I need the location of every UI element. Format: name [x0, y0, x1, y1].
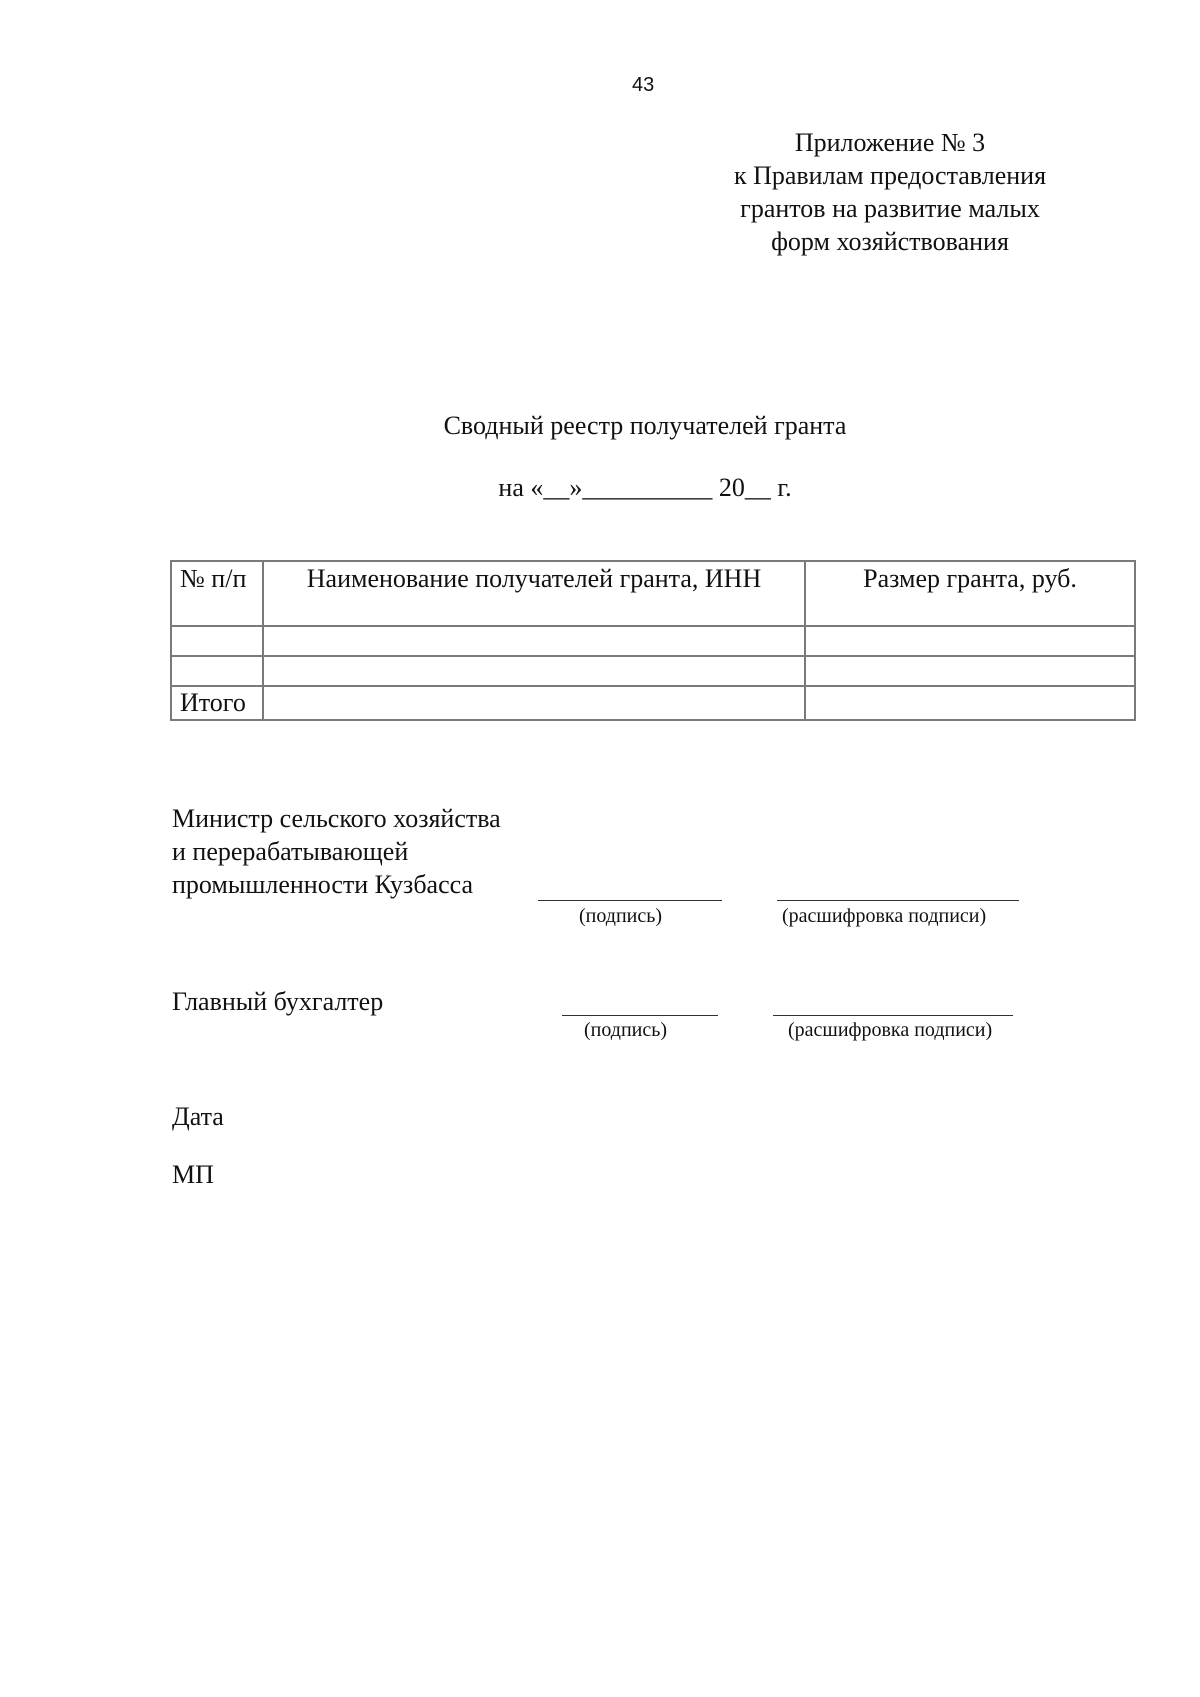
minister-title-line: промышленности Кузбасса — [172, 870, 474, 899]
date-line: на «__»__________ 20__ г. — [498, 473, 792, 502]
table-row — [171, 626, 1135, 656]
appendix-line: к Правилам предоставления — [733, 161, 1047, 190]
table-header-row — [171, 561, 1135, 626]
date-label: Дата — [172, 1102, 224, 1131]
appendix-line: Приложение № 3 — [794, 128, 986, 157]
table-cell — [263, 686, 805, 720]
minister-title-line: Министр сельского хозяйства — [172, 804, 501, 833]
accountant-decode-line — [773, 1015, 1013, 1016]
table-cell — [263, 656, 805, 686]
total-label-cell: Итого — [171, 686, 263, 720]
table-cell — [805, 686, 1135, 720]
minister-title-line: и перерабатывающей — [172, 837, 409, 866]
document-title: Сводный реестр получателей гранта — [443, 411, 847, 440]
stamp-label: МП — [172, 1160, 214, 1189]
minister-title — [172, 802, 501, 901]
header-cell-name: Наименование получателей гранта, ИНН — [263, 561, 805, 626]
table-cell — [263, 626, 805, 656]
table-cell — [805, 656, 1135, 686]
accountant-signature-caption: (подпись) — [584, 1019, 668, 1041]
minister-signature-caption: (подпись) — [579, 905, 663, 927]
header-cell-number: № п/п — [171, 561, 263, 626]
table-row — [171, 656, 1135, 686]
minister-decode-caption: (расшифровка подписи) — [782, 905, 987, 927]
accountant-decode-caption: (расшифровка подписи) — [788, 1019, 993, 1041]
table-total-row — [171, 686, 1135, 720]
appendix-line: грантов на развитие малых — [740, 194, 1040, 223]
page-number: 43 — [632, 74, 655, 96]
appendix-line: форм хозяйствования — [771, 227, 1009, 256]
table-cell — [171, 626, 263, 656]
minister-signature-line — [538, 900, 722, 901]
registry-table — [170, 560, 1136, 721]
accountant-signature-line — [562, 1015, 718, 1016]
accountant-title: Главный бухгалтер — [172, 987, 384, 1016]
table-cell — [171, 656, 263, 686]
appendix-header — [700, 126, 1080, 258]
minister-decode-line — [777, 900, 1019, 901]
table-cell — [805, 626, 1135, 656]
header-cell-amount: Размер гранта, руб. — [805, 561, 1135, 626]
